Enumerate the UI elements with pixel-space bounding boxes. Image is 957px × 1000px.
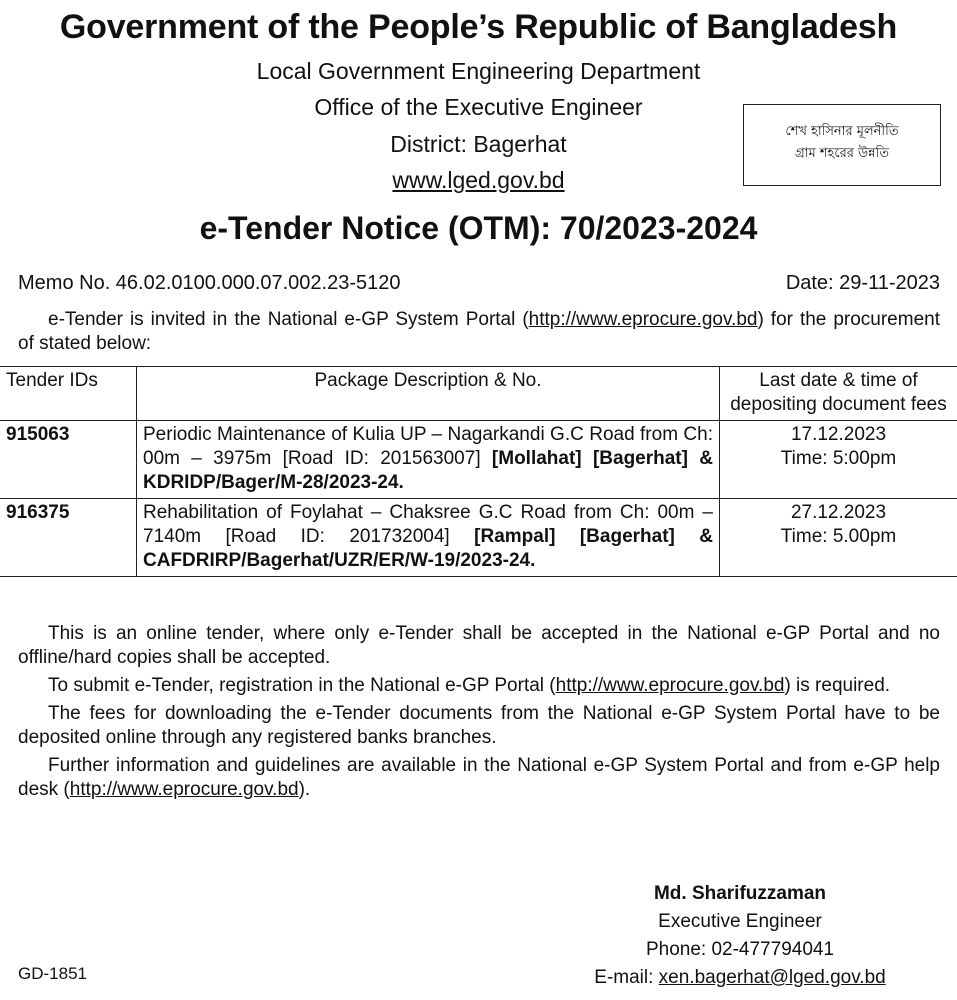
fees-paragraph: The fees for downloading the e-Tender documents from the National e-GP System Portal have to be deposited online through any registered banks branches.	[18, 703, 940, 748]
website-link[interactable]: www.lged.gov.bd	[392, 167, 565, 193]
tender-table	[0, 366, 957, 577]
gd-code: GD-1851	[18, 964, 87, 983]
eprocure-link[interactable]: http://www.eprocure.gov.bd	[555, 675, 785, 696]
department-name: Local Government Engineering Department	[256, 58, 701, 84]
memo-date: Date: 29-11-2023	[785, 272, 940, 294]
table-header-row	[0, 367, 957, 421]
tender-id: 915063	[0, 421, 137, 499]
signatory-email-line	[540, 964, 940, 992]
header-tender-ids: Tender IDs	[0, 367, 137, 421]
description-bold-text: [Mollahat] [Bagerhat] & KDRIDP/Bager/M-28/2023-24.	[143, 448, 714, 493]
online-tender-paragraph: This is an online tender, where only e-Tender shall be accepted in the National e-GP Portal and no offline/hard copies shall be accepted.	[18, 623, 940, 668]
help-desk-text-end: ).	[298, 779, 311, 800]
tender-id: 916375	[0, 499, 137, 577]
description-bold-text: [Rampal] [Bagerhat] & CAFDRIRP/Bagerhat/UZR/ER/W-19/2023-24.	[143, 526, 713, 571]
intro-text: e-Tender is invited in the National e-GP System Portal (	[48, 309, 529, 330]
signatory-phone: Phone: 02-477794041	[645, 939, 835, 960]
government-title: Government of the People’s Republic of Bangladesh	[59, 8, 898, 46]
help-desk-paragraph	[18, 754, 940, 802]
memo-row	[18, 272, 940, 295]
package-description	[137, 499, 720, 577]
package-description	[137, 421, 720, 499]
email-label: E-mail:	[594, 967, 659, 988]
table-row	[0, 421, 957, 499]
intro-text-end: ) for the procurement of stated below:	[18, 309, 940, 354]
terms-section	[18, 622, 940, 806]
slogan-line-1: শেখ হাসিনার মূলনীতি	[785, 124, 899, 139]
deadline-date: 17.12.2023	[790, 424, 887, 445]
deadline-cell	[720, 421, 957, 499]
slogan-line-2: গ্রাম শহরের উন্নতি	[794, 146, 890, 161]
signatory-name: Md. Sharifuzzaman	[653, 883, 827, 904]
office-name: Office of the Executive Engineer	[314, 94, 643, 120]
registration-paragraph	[18, 674, 940, 698]
description-text: Periodic Maintenance of Kulia UP – Nagarkandi G.C Road from Ch: 00m – 3975m [Road ID: 201563007]	[143, 424, 713, 469]
eprocure-link[interactable]: http://www.eprocure.gov.bd	[69, 779, 299, 800]
header-package-description: Package Description & No.	[137, 367, 720, 421]
deadline-time: Time: 5.00pm	[780, 526, 897, 547]
help-desk-text: Further information and guidelines are available in the National e-GP System Portal and from e-GP help desk (	[18, 755, 940, 800]
registration-text: To submit e-Tender, registration in the National e-GP Portal (	[48, 675, 556, 696]
table-row	[0, 499, 957, 577]
notice-title: e-Tender Notice (OTM): 70/2023-2024	[199, 210, 758, 246]
deadline-time: Time: 5:00pm	[780, 448, 897, 469]
signature-block	[540, 880, 940, 992]
email-link[interactable]: xen.bagerhat@lged.gov.bd	[658, 967, 886, 988]
header-last-date: Last date & time of depositing document fees	[720, 367, 957, 421]
registration-text-end: ) is required.	[784, 675, 891, 696]
signatory-title: Executive Engineer	[658, 911, 822, 932]
intro-paragraph	[18, 308, 940, 356]
eprocure-link[interactable]: http://www.eprocure.gov.bd	[528, 309, 758, 330]
slogan-box	[743, 104, 941, 186]
deadline-cell	[720, 499, 957, 577]
memo-number: Memo No. 46.02.0100.000.07.002.23-5120	[18, 272, 401, 294]
district-name: District: Bagerhat	[390, 131, 567, 157]
description-text: Rehabilitation of Foylahat – Chaksree G.C Road from Ch: 00m – 7140m [Road ID: 201732004]	[143, 502, 713, 547]
deadline-date: 27.12.2023	[790, 502, 887, 523]
